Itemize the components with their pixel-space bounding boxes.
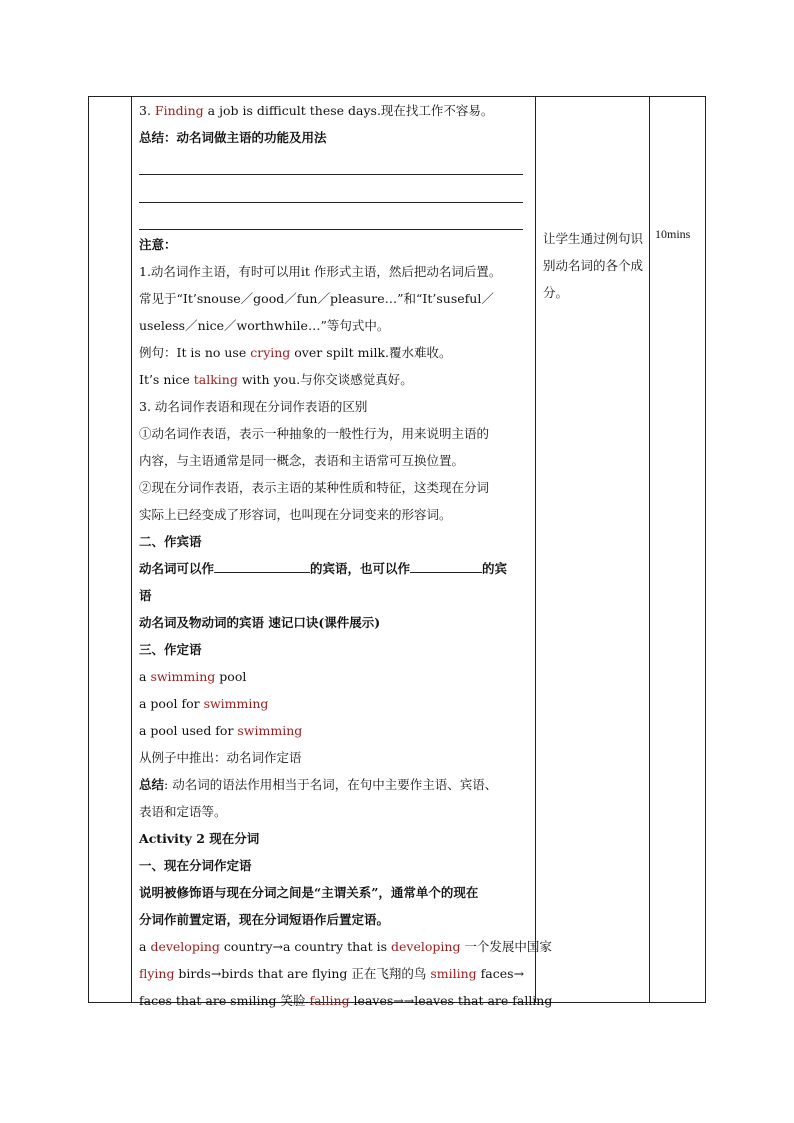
note-heading: 注意： bbox=[139, 237, 177, 252]
text-line: ②现在分词作表语，表示主语的某种性质和特征，这类现在分词 bbox=[139, 480, 490, 495]
example-line: flying birds→birds that are flying 正在飞翔的鸟 smiling faces→ bbox=[139, 966, 525, 981]
blank-field bbox=[410, 560, 482, 573]
column-divider bbox=[535, 97, 536, 1002]
text-line: 3. 动名词作表语和现在分词作表语的区别 bbox=[139, 399, 368, 414]
section-heading: 一、现在分词作定语 bbox=[139, 858, 252, 873]
teacher-note: 让学生通过例句识别动名词的各个成分。 bbox=[543, 231, 644, 300]
example-line: a pool for swimming bbox=[139, 696, 269, 711]
example-line: 例句：It is no use crying over spilt milk.覆水难收。 bbox=[139, 345, 452, 360]
text-line: useless／nice／worthwhile…”等句式中。 bbox=[139, 318, 390, 333]
answer-line bbox=[139, 202, 523, 203]
column-divider bbox=[131, 97, 132, 1002]
text-line: 语 bbox=[139, 588, 152, 603]
fill-blank-line: 动名词可以作 的宾语，也可以作 的宾 bbox=[139, 561, 508, 576]
example-line: a pool used for swimming bbox=[139, 723, 303, 738]
example-line: faces that are smiling 笑脸 falling leaves→→leaves that are falling bbox=[139, 993, 553, 1008]
text-line: 动名词及物动词的宾语 速记口诀(课件展示) bbox=[139, 615, 381, 630]
lesson-table bbox=[88, 96, 706, 1008]
text-line: 表语和定语等。 bbox=[139, 804, 227, 819]
summary-heading: 总结：动名词做主语的功能及用法 bbox=[139, 130, 327, 145]
text-line: 实际上已经变成了形容词，也叫现在分词变来的形容词。 bbox=[139, 507, 452, 522]
section-heading: 二、作宾语 bbox=[139, 534, 202, 549]
text-line: 常见于“It’snouse／good／fun／pleasure…”和“It’suseful／ bbox=[139, 291, 494, 306]
text-line: 3. Finding a job is difficult these days.现在找工作不容易。 bbox=[139, 103, 494, 118]
time-label: 10mins bbox=[655, 227, 691, 241]
answer-line bbox=[139, 229, 523, 230]
text-line: 内容，与主语通常是同一概念，表语和主语常可互换位置。 bbox=[139, 453, 465, 468]
text-line: 1.动名词作主语，有时可以用it 作形式主语，然后把动名词后置。 bbox=[139, 264, 502, 279]
summary-line: 总结: 动名词的语法作用相当于名词，在句中主要作主语、宾语、 bbox=[139, 777, 498, 792]
text-line: 从例子中推出：动名词作定语 bbox=[139, 750, 302, 765]
activity-heading: Activity 2 现在分词 bbox=[139, 831, 260, 846]
example-line: a developing country→a country that is developing 一个发展中国家 bbox=[139, 939, 552, 954]
text-line: 说明被修饰语与现在分词之间是“主谓关系”，通常单个的现在 bbox=[139, 885, 479, 900]
column-divider bbox=[649, 97, 650, 1002]
text-line: 分词作前置定语，现在分词短语作后置定语。 bbox=[139, 912, 390, 927]
section-heading: 三、作定语 bbox=[139, 642, 202, 657]
text-line: ①动名词作表语，表示一种抽象的一般性行为，用来说明主语的 bbox=[139, 426, 490, 441]
answer-line bbox=[139, 174, 523, 175]
blank-field bbox=[214, 560, 310, 573]
example-line: It’s nice talking with you.与你交谈感觉真好。 bbox=[139, 372, 413, 387]
example-line: a swimming pool bbox=[139, 669, 247, 684]
